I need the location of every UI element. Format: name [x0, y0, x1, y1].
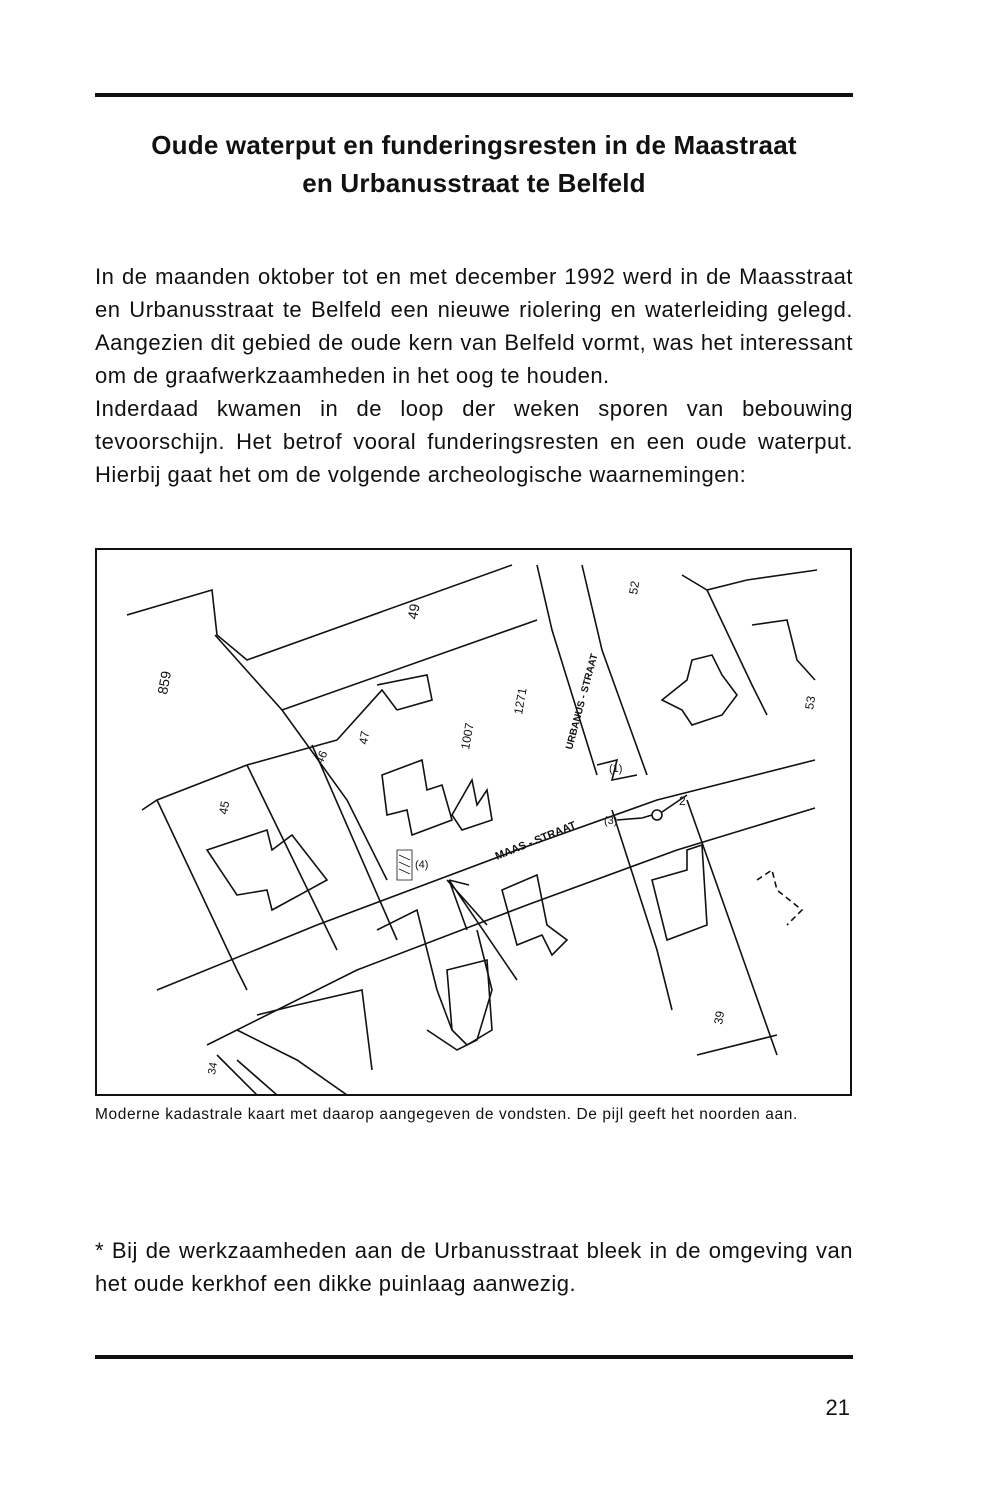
- house-47b: [452, 780, 492, 830]
- find-4-hatch: [399, 855, 410, 874]
- title-line-1: Oude waterput en funderingsresten in de Maastraat: [151, 130, 797, 160]
- street-label-maas: MAAS - STRAAT: [493, 819, 578, 863]
- house-52: [662, 655, 737, 725]
- bullet-text: Bij de werkzaamheden aan de Urbanusstraat bleek in de omgeving van het oude kerkhof een dikke puinlaag aanwezig.: [95, 1238, 853, 1296]
- house-dashed: [757, 870, 802, 925]
- parcel-line-sw2: [237, 1060, 277, 1095]
- bullet-marker: *: [95, 1238, 105, 1263]
- north-arrow-icon: [447, 880, 517, 980]
- article-body: [95, 260, 853, 491]
- parcel-label-1271: 1271: [511, 686, 530, 716]
- parcel-label-52: 52: [626, 579, 643, 596]
- parcel-label-859: 859: [154, 669, 175, 696]
- bullet-paragraph: [95, 1234, 853, 1300]
- parcel-house-1: [377, 675, 432, 710]
- parcel-line-n6: [247, 765, 337, 950]
- parcel-label-1007: 1007: [458, 721, 477, 751]
- find-4-hatch-box: [397, 850, 412, 880]
- house-39: [652, 845, 707, 940]
- parcel-line-e1: [682, 570, 817, 590]
- parcel-line-sw4: [257, 990, 372, 1070]
- parcel-line-n2: [215, 635, 387, 880]
- find-label-2: 2: [679, 794, 686, 808]
- page-number: 21: [825, 1395, 850, 1420]
- find-2-marker: [652, 810, 662, 820]
- bottom-rule: [95, 1355, 853, 1359]
- street-label-urbanus: URBANUS - STRAAT: [564, 652, 601, 751]
- parcel-label-49: 49: [404, 602, 423, 621]
- parcel-line-n1: [127, 565, 512, 660]
- parcel-label-45: 45: [216, 799, 233, 816]
- house-s2: [447, 960, 492, 1045]
- cadastral-map-drawing: [97, 550, 852, 1096]
- body-paragraph-1: In de maanden oktober tot en met december 1992 werd in de Maasstraat en Urbanusstraat te Belfeld een nieuwe riolering en waterleiding gelegd. Aangezien dit gebied de oude kern van Belfeld vormt, was het interessant om de graafwerkzaamheden in het oog te houden.: [95, 264, 853, 388]
- find-label-3: (3): [604, 815, 618, 827]
- find-label-4: (4): [415, 859, 429, 871]
- parcel-label-39: 39: [711, 1009, 728, 1026]
- top-rule: [95, 93, 853, 97]
- house-45: [207, 830, 327, 910]
- parcel-line-s3: [612, 810, 672, 1010]
- find-label-1: (1): [609, 763, 623, 775]
- parcel-house-53: [752, 620, 815, 680]
- parcel-label-34: 34: [206, 1061, 221, 1076]
- parcel-line-s5: [697, 1035, 777, 1055]
- house-s1: [502, 875, 567, 955]
- cadastral-map: [95, 548, 852, 1096]
- title-line-2: en Urbanusstraat te Belfeld: [302, 168, 646, 198]
- article-title: [95, 126, 853, 202]
- parcel-line-s1: [377, 910, 452, 1030]
- parcel-label-47: 47: [356, 729, 373, 746]
- parcel-line-n4: [142, 740, 337, 810]
- maasstraat-edge-north: [157, 760, 815, 990]
- parcel-line-sw1: [237, 1030, 347, 1095]
- house-47: [382, 760, 452, 835]
- parcel-label-53: 53: [802, 694, 819, 711]
- parcel-label-46: 46: [312, 748, 331, 767]
- body-paragraph-2: Inderdaad kwamen in de loop der weken sporen van bebouwing tevoorschijn. Het betrof vooral funderingsresten en een oude waterput. Hierbij gaat het om de volgende archeologische waarnemingen:: [95, 396, 853, 487]
- parcel-line-n5: [157, 800, 247, 990]
- map-caption: Moderne kadastrale kaart met daarop aangegeven de vondsten. De pijl geeft het noorden aan.: [95, 1106, 798, 1123]
